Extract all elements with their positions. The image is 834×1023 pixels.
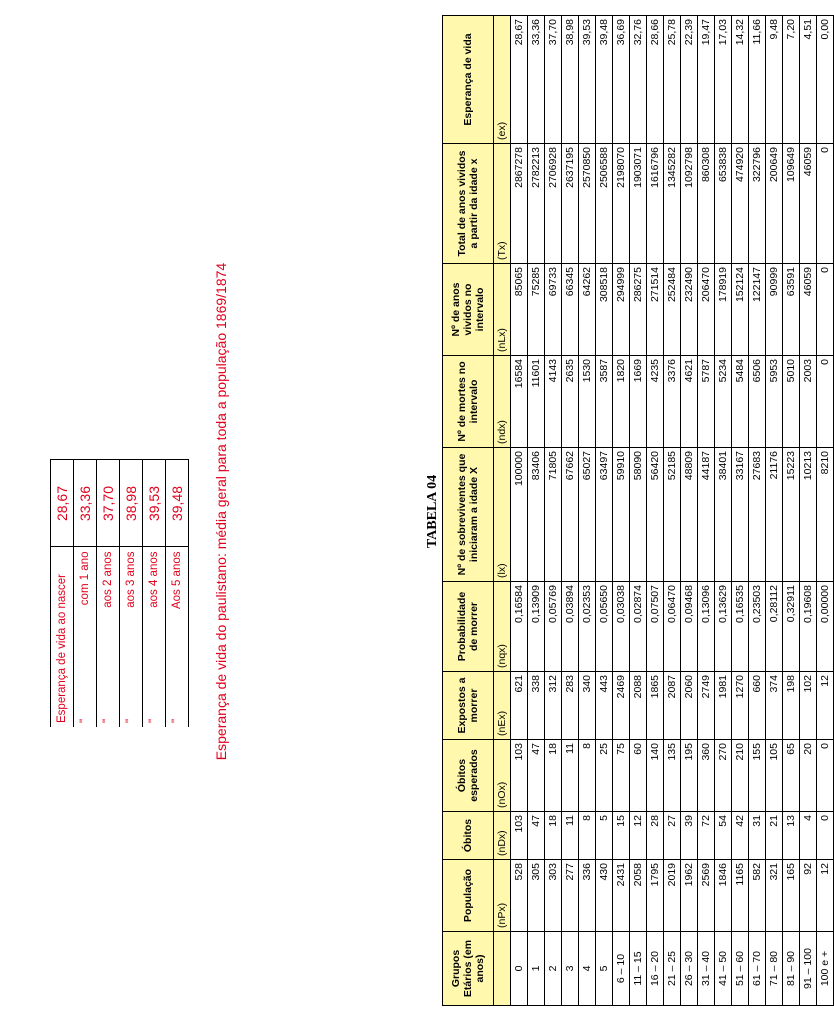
subheader-cell: (nqx) [494, 582, 511, 672]
age-group-cell: 2 [545, 932, 562, 1006]
age-group-cell: 91 – 100 [800, 932, 817, 1006]
table-cell: 336 [579, 860, 596, 932]
table-cell: 85065 [511, 264, 528, 356]
table-title: TABELA 04 [425, 474, 440, 549]
table-cell: 374 [766, 672, 783, 740]
table-cell: 72 [698, 812, 715, 860]
table-cell: 2635 [562, 356, 579, 448]
summary-ditto: " [120, 667, 143, 727]
table-cell: 271514 [647, 264, 664, 356]
table-cell: 360 [698, 740, 715, 812]
table-cell: 47 [528, 812, 545, 860]
table-cell: 2749 [698, 672, 715, 740]
header-grupos: Grupos Etários (em anos) [443, 932, 494, 1006]
table-cell: 305 [528, 860, 545, 932]
table-cell: 0,05650 [596, 582, 613, 672]
table-cell: 2570850 [579, 144, 596, 264]
table-cell: 0,19608 [800, 582, 817, 672]
table-cell: 5953 [766, 356, 783, 448]
table-cell: 39 [681, 812, 698, 860]
summary-label: Aos 5 anos [166, 547, 189, 667]
table-cell: 621 [511, 672, 528, 740]
table-cell: 0,03894 [562, 582, 579, 672]
table-cell: 443 [596, 672, 613, 740]
age-group-cell: 11 – 15 [630, 932, 647, 1006]
table-cell: 75 [613, 740, 630, 812]
table-row [545, 16, 562, 1006]
table-cell: 31 [749, 812, 766, 860]
table-cell: 660 [749, 672, 766, 740]
table-cell: 0,02353 [579, 582, 596, 672]
header-sobreviventes: Nº de sobreviventes que iniciaram a idade X [443, 448, 494, 582]
subheader-cell: (nPx) [494, 860, 511, 932]
table-cell: 9,48 [766, 16, 783, 144]
table-cell: 1846 [715, 860, 732, 932]
table-cell: 8 [579, 740, 596, 812]
summary-ditto: " [166, 667, 189, 727]
table-cell: 65 [783, 740, 800, 812]
table-row [647, 16, 664, 1006]
age-group-cell: 16 – 20 [647, 932, 664, 1006]
table-cell: 338 [528, 672, 545, 740]
age-group-cell: 71 – 80 [766, 932, 783, 1006]
table-row [698, 16, 715, 1006]
table-cell: 15223 [783, 448, 800, 582]
table-cell: 4,51 [800, 16, 817, 144]
table-cell: 1345282 [664, 144, 681, 264]
table-row [664, 16, 681, 1006]
summary-value: 37,70 [97, 460, 120, 547]
table-cell: 0,16584 [511, 582, 528, 672]
table-cell: 42 [732, 812, 749, 860]
table-cell: 0,00 [817, 16, 834, 144]
table-row [783, 16, 800, 1006]
table-cell: 75285 [528, 264, 545, 356]
table-cell: 135 [664, 740, 681, 812]
table-cell: 0 [817, 356, 834, 448]
table-cell: 0,13096 [698, 582, 715, 672]
table-cell: 1165 [732, 860, 749, 932]
table-cell: 2706928 [545, 144, 562, 264]
table-cell: 4235 [647, 356, 664, 448]
table-cell: 28 [647, 812, 664, 860]
table-cell: 308518 [596, 264, 613, 356]
subheader-cell: (nEx) [494, 672, 511, 740]
table-cell: 0,03038 [613, 582, 630, 672]
table-row [817, 16, 834, 1006]
table-row [749, 16, 766, 1006]
header-mortes: Nº de mortes no intervalo [443, 356, 494, 448]
summary-label: Esperança de vida ao nascer [51, 547, 74, 727]
age-group-cell: 100 e + [817, 932, 834, 1006]
table-cell: 1981 [715, 672, 732, 740]
table-cell: 33167 [732, 448, 749, 582]
age-group-cell: 4 [579, 932, 596, 1006]
table-cell: 1820 [613, 356, 630, 448]
header-row [443, 16, 494, 1006]
table-cell: 2088 [630, 672, 647, 740]
table-cell: 210 [732, 740, 749, 812]
table-cell: 195 [681, 740, 698, 812]
table-cell: 27 [664, 812, 681, 860]
table-cell: 3587 [596, 356, 613, 448]
summary-label: aos 2 anos [97, 547, 120, 667]
table-cell: 200649 [766, 144, 783, 264]
table-row [528, 16, 545, 1006]
table-cell: 0 [817, 812, 834, 860]
table-cell: 2087 [664, 672, 681, 740]
table-cell: 2198070 [613, 144, 630, 264]
table-cell: 48809 [681, 448, 698, 582]
table-cell: 39,48 [596, 16, 613, 144]
table-cell: 1669 [630, 356, 647, 448]
table-cell: 232490 [681, 264, 698, 356]
age-group-cell: 81 – 90 [783, 932, 800, 1006]
summary-body [51, 460, 189, 727]
table-cell: 11 [562, 740, 579, 812]
summary-value: 39,53 [143, 460, 166, 547]
table-cell: 430 [596, 860, 613, 932]
table-cell: 13 [783, 812, 800, 860]
table-cell: 1270 [732, 672, 749, 740]
life-table-body [511, 16, 834, 1006]
age-group-cell: 41 – 50 [715, 932, 732, 1006]
summary-row [120, 460, 143, 727]
table-cell: 71805 [545, 448, 562, 582]
table-cell: 15 [613, 812, 630, 860]
table-cell: 64262 [579, 264, 596, 356]
summary-ditto: " [143, 667, 166, 727]
summary-value: 33,36 [74, 460, 97, 547]
subheader-cell: (nOx) [494, 740, 511, 812]
table-cell: 100000 [511, 448, 528, 582]
table-cell: 14,32 [732, 16, 749, 144]
table-cell: 58090 [630, 448, 647, 582]
table-row [800, 16, 817, 1006]
table-cell: 312 [545, 672, 562, 740]
table-cell: 303 [545, 860, 562, 932]
table-cell: 178919 [715, 264, 732, 356]
table-cell: 1865 [647, 672, 664, 740]
table-cell: 20 [800, 740, 817, 812]
table-cell: 17,03 [715, 16, 732, 144]
table-cell: 47 [528, 740, 545, 812]
table-cell: 5234 [715, 356, 732, 448]
table-cell: 5787 [698, 356, 715, 448]
table-cell: 63497 [596, 448, 613, 582]
header-anos-vividos: Nº de anos vividos no intervalo [443, 264, 494, 356]
summary-value: 39,48 [166, 460, 189, 547]
table-cell: 103 [511, 812, 528, 860]
table-row [732, 16, 749, 1006]
table-cell: 0,23503 [749, 582, 766, 672]
table-cell: 2782213 [528, 144, 545, 264]
table-row [715, 16, 732, 1006]
table-cell: 60 [630, 740, 647, 812]
subheader-cell: (nDx) [494, 812, 511, 860]
table-cell: 2867278 [511, 144, 528, 264]
table-cell: 6506 [749, 356, 766, 448]
table-cell: 59910 [613, 448, 630, 582]
table-cell: 109649 [783, 144, 800, 264]
table-cell: 44187 [698, 448, 715, 582]
subheader-cell: (nLx) [494, 264, 511, 356]
summary-ditto: " [74, 667, 97, 727]
table-cell: 83406 [528, 448, 545, 582]
summary-value: 38,98 [120, 460, 143, 547]
table-cell: 2058 [630, 860, 647, 932]
table-cell: 0 [817, 144, 834, 264]
summary-row [143, 460, 166, 727]
table-cell: 11,66 [749, 16, 766, 144]
table-cell: 39,53 [579, 16, 596, 144]
table-cell: 16584 [511, 356, 528, 448]
table-cell: 0,00000 [817, 582, 834, 672]
table-cell: 2003 [800, 356, 817, 448]
age-group-cell: 51 – 60 [732, 932, 749, 1006]
table-cell: 528 [511, 860, 528, 932]
life-expectancy-note: Esperança de vida do paulistano: média geral para toda a população 1869/1874 [213, 262, 229, 761]
table-cell: 105 [766, 740, 783, 812]
header-esperanca: Esperança de vida [443, 16, 494, 144]
table-cell: 152124 [732, 264, 749, 356]
table-cell: 860308 [698, 144, 715, 264]
header-probabilidade: Probabilidade de morrer [443, 582, 494, 672]
table-cell: 4143 [545, 356, 562, 448]
table-cell: 2569 [698, 860, 715, 932]
age-group-cell: 1 [528, 932, 545, 1006]
table-row [630, 16, 647, 1006]
summary-row [51, 460, 74, 727]
age-group-cell: 26 – 30 [681, 932, 698, 1006]
summary-label: aos 3 anos [120, 547, 143, 667]
table-cell: 38,98 [562, 16, 579, 144]
table-cell: 0,32911 [783, 582, 800, 672]
table-cell: 38401 [715, 448, 732, 582]
table-cell: 5 [596, 812, 613, 860]
table-cell: 0,13629 [715, 582, 732, 672]
table-cell: 0,07507 [647, 582, 664, 672]
subheader-cell: (ex) [494, 16, 511, 144]
table-cell: 10213 [800, 448, 817, 582]
table-cell: 1092798 [681, 144, 698, 264]
table-row [511, 16, 528, 1006]
table-row [596, 16, 613, 1006]
table-cell: 33,36 [528, 16, 545, 144]
table-cell: 66345 [562, 264, 579, 356]
table-cell: 122147 [749, 264, 766, 356]
summary-row [74, 460, 97, 727]
header-expostos: Expostos a morrer [443, 672, 494, 740]
subheader-cell: (ndx) [494, 356, 511, 448]
table-cell: 198 [783, 672, 800, 740]
table-cell: 0,06470 [664, 582, 681, 672]
subheader-cell: (Tx) [494, 144, 511, 264]
table-cell: 28,66 [647, 16, 664, 144]
table-cell: 140 [647, 740, 664, 812]
table-cell: 92 [800, 860, 817, 932]
table-cell: 1962 [681, 860, 698, 932]
table-cell: 32,76 [630, 16, 647, 144]
summary-row [166, 460, 189, 727]
table-cell: 8210 [817, 448, 834, 582]
table-row [579, 16, 596, 1006]
summary-table [50, 460, 189, 728]
table-cell: 294999 [613, 264, 630, 356]
table-cell: 286275 [630, 264, 647, 356]
subheader-row [494, 16, 511, 1006]
table-cell: 22,39 [681, 16, 698, 144]
table-cell: 206470 [698, 264, 715, 356]
table-cell: 1903071 [630, 144, 647, 264]
header-obitos-esperados: Óbitos esperados [443, 740, 494, 812]
table-cell: 0,09468 [681, 582, 698, 672]
subheader-cell: (lx) [494, 448, 511, 582]
table-cell: 7,20 [783, 16, 800, 144]
table-cell: 0,13909 [528, 582, 545, 672]
table-cell: 582 [749, 860, 766, 932]
table-cell: 21176 [766, 448, 783, 582]
table-cell: 2506588 [596, 144, 613, 264]
table-cell: 0 [817, 264, 834, 356]
age-group-cell: 0 [511, 932, 528, 1006]
life-table [442, 15, 834, 1006]
table-cell: 11 [562, 812, 579, 860]
table-cell: 4 [800, 812, 817, 860]
age-group-cell: 21 – 25 [664, 932, 681, 1006]
table-cell: 28,67 [511, 16, 528, 144]
table-cell: 67662 [562, 448, 579, 582]
header-obitos: Óbitos [443, 812, 494, 860]
table-cell: 283 [562, 672, 579, 740]
table-cell: 12 [817, 672, 834, 740]
summary-value: 28,67 [51, 460, 74, 547]
table-cell: 56420 [647, 448, 664, 582]
table-row [681, 16, 698, 1006]
table-cell: 36,69 [613, 16, 630, 144]
table-cell: 0,16535 [732, 582, 749, 672]
table-cell: 63591 [783, 264, 800, 356]
table-cell: 0,05769 [545, 582, 562, 672]
table-cell: 653838 [715, 144, 732, 264]
table-cell: 12 [817, 860, 834, 932]
age-group-cell: 6 – 10 [613, 932, 630, 1006]
table-cell: 0,02874 [630, 582, 647, 672]
summary-label: com 1 ano [74, 547, 97, 667]
table-cell: 1795 [647, 860, 664, 932]
table-cell: 12 [630, 812, 647, 860]
table-cell: 0,28112 [766, 582, 783, 672]
subheader-cell [494, 932, 511, 1006]
table-cell: 2019 [664, 860, 681, 932]
table-cell: 25 [596, 740, 613, 812]
age-group-cell: 61 – 70 [749, 932, 766, 1006]
table-cell: 340 [579, 672, 596, 740]
table-cell: 2637195 [562, 144, 579, 264]
table-cell: 21 [766, 812, 783, 860]
table-cell: 322796 [749, 144, 766, 264]
table-row [766, 16, 783, 1006]
header-total-anos: Total de anos vividos a partir da idade x [443, 144, 494, 264]
table-cell: 46059 [800, 144, 817, 264]
table-cell: 69733 [545, 264, 562, 356]
table-cell: 270 [715, 740, 732, 812]
table-cell: 474920 [732, 144, 749, 264]
table-cell: 46059 [800, 264, 817, 356]
table-cell: 103 [511, 740, 528, 812]
table-cell: 27683 [749, 448, 766, 582]
header-populacao: População [443, 860, 494, 932]
table-cell: 2469 [613, 672, 630, 740]
table-cell: 5484 [732, 356, 749, 448]
table-cell: 19,47 [698, 16, 715, 144]
table-cell: 90999 [766, 264, 783, 356]
table-cell: 37,70 [545, 16, 562, 144]
summary-ditto: " [97, 667, 120, 727]
age-group-cell: 5 [596, 932, 613, 1006]
table-cell: 165 [783, 860, 800, 932]
table-cell: 1530 [579, 356, 596, 448]
table-cell: 252484 [664, 264, 681, 356]
table-row [613, 16, 630, 1006]
table-cell: 52185 [664, 448, 681, 582]
table-cell: 4621 [681, 356, 698, 448]
age-group-cell: 31 – 40 [698, 932, 715, 1006]
table-cell: 2431 [613, 860, 630, 932]
summary-row [97, 460, 120, 727]
table-cell: 8 [579, 812, 596, 860]
table-cell: 54 [715, 812, 732, 860]
age-group-cell: 3 [562, 932, 579, 1006]
table-cell: 25,78 [664, 16, 681, 144]
table-cell: 277 [562, 860, 579, 932]
summary-label: aos 4 anos [143, 547, 166, 667]
table-cell: 3376 [664, 356, 681, 448]
table-cell: 0 [817, 740, 834, 812]
table-row [562, 16, 579, 1006]
table-cell: 18 [545, 812, 562, 860]
table-cell: 18 [545, 740, 562, 812]
table-cell: 1616796 [647, 144, 664, 264]
table-cell: 65027 [579, 448, 596, 582]
table-cell: 321 [766, 860, 783, 932]
table-cell: 11601 [528, 356, 545, 448]
table-cell: 2060 [681, 672, 698, 740]
table-cell: 155 [749, 740, 766, 812]
table-cell: 5010 [783, 356, 800, 448]
table-cell: 102 [800, 672, 817, 740]
